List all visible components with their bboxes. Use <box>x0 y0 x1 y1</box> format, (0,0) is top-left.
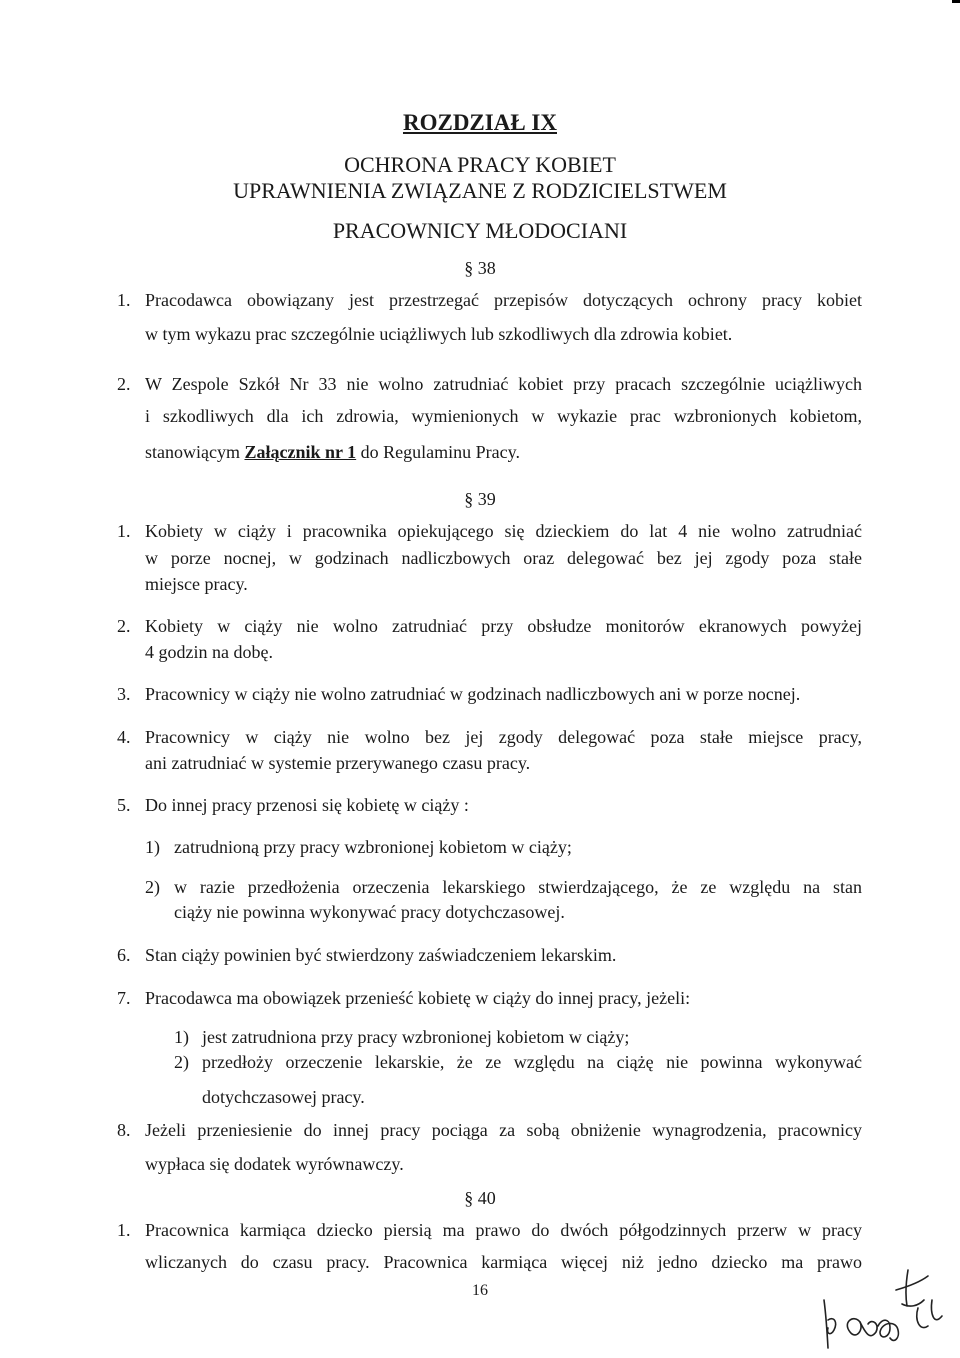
signature-stroke <box>906 1270 908 1306</box>
paragraph-sign-39: § 39 <box>464 489 496 509</box>
item-number: 7. <box>117 988 131 1008</box>
paragraph-line: Pracownicy w ciąży nie wolno zatrudniać w godzinach nadliczbowych ani w porze nocnej. <box>145 684 801 704</box>
signature-stroke <box>847 1319 861 1335</box>
paragraph-line: w tym wykazu prac szczególnie uciążliwych lub szkodliwych dla zdrowia kobiet. <box>145 324 733 344</box>
item-number: 6. <box>117 945 131 965</box>
item-number: 2. <box>117 374 131 394</box>
paragraph-line: Stan ciąży powinien być stwierdzony zaświadczeniem lekarskim. <box>145 945 617 965</box>
paragraph-line: Pracodawca ma obowiązek przenieść kobietę w ciąży do innej pracy, jeżeli: <box>145 988 691 1008</box>
paragraph-line: W Zespole Szkół Nr 33 nie wolno zatrudniać kobiet przy pracach szczególnie uciążliwych <box>145 374 862 394</box>
paragraph-line: 4 godzin na dobę. <box>145 642 273 662</box>
paragraph-line: jest zatrudniona przy pracy wzbronionej kobietom w ciąży; <box>202 1027 630 1047</box>
section-title-3: PRACOWNICY MŁODOCIANI <box>332 218 628 243</box>
paragraph-line: w razie przedłożenia orzeczenia lekarskiego stwierdzającego, że ze względu na stan <box>174 877 862 897</box>
signature-stroke <box>917 1308 928 1328</box>
paragraph-line: dotychczasowej pracy. <box>202 1087 365 1107</box>
sub-item-number: 2) <box>174 1052 189 1072</box>
item-number: 1. <box>117 521 131 541</box>
paragraph-text: stanowiącym <box>145 442 245 462</box>
paragraph-line: Jeżeli przeniesienie do innej pracy pociąga za sobą obniżenie wynagrodzenia, pracownicy <box>145 1120 862 1140</box>
paragraph-line: w porze nocnej, w godzinach nadliczbowych oraz delegować bez jej zgody poza stałe <box>145 548 862 568</box>
paragraph-sign-38: § 38 <box>464 258 496 278</box>
signature-stroke <box>931 1300 942 1320</box>
paragraph-text: do Regulaminu Pracy. <box>356 442 520 462</box>
paragraph-line: i szkodliwych dla ich zdrowia, wymienionych w wykazie prac wzbronionych kobietom, <box>145 406 862 426</box>
item-number: 3. <box>117 684 131 704</box>
item-number: 1. <box>117 290 131 310</box>
paragraph-line: ciąży nie powinna wykonywać pracy dotychczasowej. <box>174 902 565 922</box>
paragraph-line: Kobiety w ciąży nie wolno zatrudniać przy obsłudze monitorów ekranowych powyżej <box>145 616 862 636</box>
signature-stroke <box>878 1320 898 1340</box>
paragraph-line: Pracownica karmiąca dziecko piersią ma prawo do dwóch półgodzinnych przerw w pracy <box>145 1220 862 1240</box>
page-number: 16 <box>472 1282 488 1299</box>
chapter-title: ROZDZIAŁ IX <box>402 110 557 135</box>
paragraph-line: Pracodawca obowiązany jest przestrzegać przepisów dotyczących ochrony pracy kobiet <box>145 290 862 310</box>
paragraph-line: wypłaca się dodatek wyrównawczy. <box>145 1154 404 1174</box>
item-number: 2. <box>117 616 131 636</box>
item-number: 5. <box>117 795 131 815</box>
attachment-reference: Załącznik nr 1 <box>244 442 357 462</box>
paragraph-line: miejsce pracy. <box>145 574 248 594</box>
signature-stroke <box>896 1276 928 1290</box>
section-title-1: OCHRONA PRACY KOBIET <box>344 152 616 177</box>
paragraph-sign-40: § 40 <box>464 1188 496 1208</box>
sub-item-number: 1) <box>145 837 160 857</box>
sub-item-number: 2) <box>145 877 160 897</box>
section-title-2: UPRAWNIENIA ZWIĄZANE Z RODZICIELSTWEM <box>233 178 727 203</box>
handwritten-signature <box>810 1260 950 1355</box>
item-number: 1. <box>117 1220 131 1240</box>
paragraph-line: przedłoży orzeczenie lekarskie, że ze względu na ciążę nie powinna wykonywać <box>202 1052 862 1072</box>
signature-stroke <box>860 1322 877 1336</box>
item-number: 4. <box>117 727 131 747</box>
sub-item-number: 1) <box>174 1027 189 1047</box>
paragraph-line: zatrudnioną przy pracy wzbronionej kobietom w ciąży; <box>174 837 572 857</box>
paragraph-line: wliczanych do czasu pracy. Pracownica karmiąca więcej niż jedno dziecko ma prawo <box>145 1252 862 1272</box>
paragraph-line: ani zatrudniać w systemie przerywanego czasu pracy. <box>145 753 531 773</box>
item-number: 8. <box>117 1120 131 1140</box>
paragraph-line: Do innej pracy przenosi się kobietę w ciąży : <box>145 795 469 815</box>
paragraph-line <box>145 442 520 463</box>
signature-stroke <box>902 1300 924 1306</box>
signature-stroke <box>824 1300 828 1348</box>
signature-stroke <box>828 1319 836 1334</box>
paragraph-line: Pracownicy w ciąży nie wolno bez jej zgody delegować poza stałe miejsce pracy, <box>145 727 862 747</box>
corner-mark <box>952 0 960 3</box>
paragraph-line: Kobiety w ciąży i pracownika opiekującego się dzieckiem do lat 4 nie wolno zatrudniać <box>145 521 862 541</box>
